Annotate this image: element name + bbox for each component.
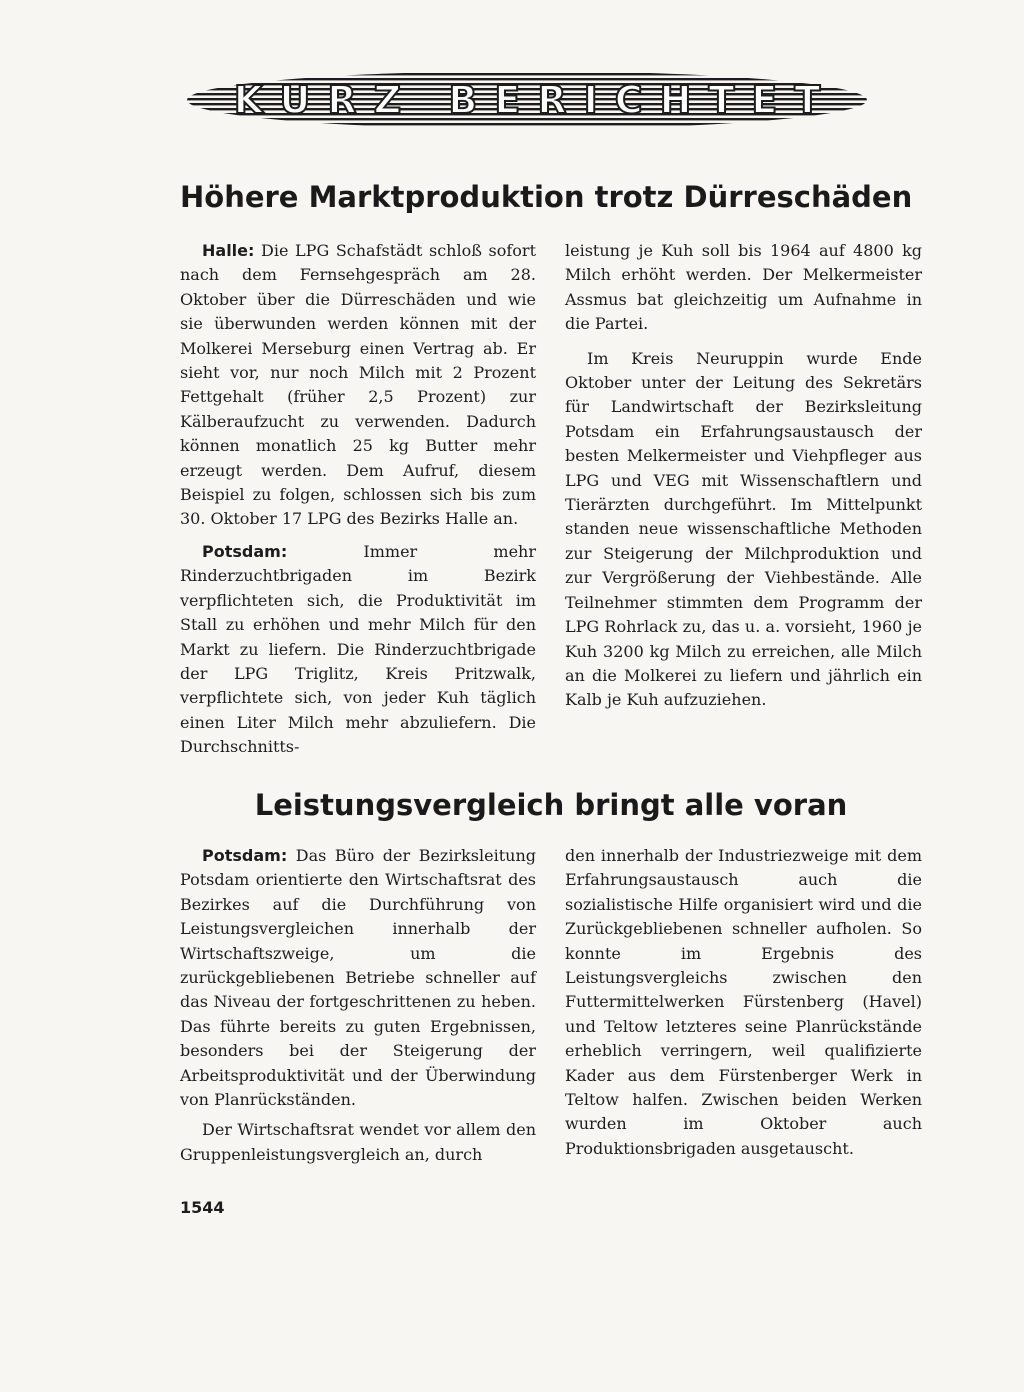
- article-1-paragraph-neuruppin: Im Kreis Neuruppin wurde Ende Oktober unter der Leitung des Sekretärs für Landwirtschaft der Bezirksleitung Potsdam ein Erfahrungsaustausch der besten Melkermeister und Viehpfleger aus LPG und VEG mit Wissenschaftlern und Tierärzten durchgeführt. Im Mittelpunkt standen neue wissenschaftliche Methoden zur Steigerung der Milchproduktion und zur Vergrößerung der Viehbestände. Alle Teilnehmer stimmten dem Programm der LPG Rohrlack zu, das u. a. vorsieht, 1960 je Kuh 3200 kg Milch zu erreichen, alle Milch an die Molkerei zu liefern und jährlich ein Kalb je Kuh aufzuziehen.: [565, 348, 922, 710]
- paragraph-text: Das Büro der Bezirksleitung Potsdam orientierte den Wirtschaftsrat des Bezirkes auf die Durchführung von Leistungsvergleichen innerhalb der Wirtschaftszweige, um die zurückgebliebenen Betriebe schneller auf das Niveau der fortgeschrittenen zu heben. Das führte bereits zu guten Ergebnissen, besonders bei der Steigerung der Arbeitsproduktivität und der Überwindung von Planrückständen.: [180, 846, 536, 1110]
- article-1-paragraph-continued: leistung je Kuh soll bis 1964 auf 4800 kg Milch erhöht werden. Der Melkermeister Assmus bat gleichzeitig um Aufnahme in die Partei.: [565, 241, 922, 334]
- article-1-paragraph-potsdam: [180, 540, 536, 760]
- section-banner: [186, 70, 868, 130]
- article-2-left-column: [180, 844, 536, 1167]
- place-label: Potsdam:: [202, 846, 288, 865]
- place-label: Halle:: [202, 241, 255, 260]
- paragraph-text: Die LPG Schafstädt schloß sofort nach dem Fernsehgespräch am 28. Oktober über die Dürreschäden und wie sie überwunden werden können mit der Molkerei Merseburg einen Vertrag ab. Er sieht vor, nur noch Milch mit 2 Prozent Fettgehalt (früher 2,5 Prozent) zur Kälberaufzucht zu verwenden. Dadurch können monatlich 25 kg Butter mehr erzeugt werden. Dem Aufruf, diesem Beispiel zu folgen, schlossen sich bis zum 30. Oktober 17 LPG des Bezirks Halle an.: [180, 241, 536, 529]
- place-label: Potsdam:: [202, 541, 288, 561]
- article-title-1: Höhere Marktproduktion trotz Dürreschäden: [180, 180, 913, 214]
- article-2-paragraph-continued: den innerhalb der Industriezweige mit dem Erfahrungsaustausch auch die sozialistische Hilfe organisiert wird und die Zurückgebliebenen schneller aufholen. So konnte im Ergebnis des Leistungsvergleichs zwischen den Futtermittelwerken Fürstenberg (Havel) und Teltow letzteres seine Planrückstände erheblich verringern, weil qualifizierte Kader aus dem Fürstenberger Werk in Teltow halfen. Zwischen beiden Werken wurden im Oktober auch Produktionsbrigaden ausgetauscht.: [565, 846, 922, 1158]
- banner-title: KURZ BERICHTET: [233, 78, 838, 122]
- article-2-paragraph-potsdam: [180, 844, 536, 1112]
- page-number: 1544: [180, 1198, 225, 1217]
- article-1-right-column: [565, 239, 922, 713]
- paragraph-text: Immer mehr Rinderzuchtbrigaden im Bezirk verpflichteten sich, die Produktivität im Stall zu erhöhen und mehr Milch für den Markt zu liefern. Die Rinderzuchtbrigade der LPG Triglitz, Kreis Pritzwalk, verpflichtete sich, von jeder Kuh täglich einen Liter Milch mehr abzuliefern. Die Durchschnitts-: [180, 541, 536, 757]
- article-1-paragraph-halle: [180, 239, 536, 532]
- article-1-left-column: [180, 239, 536, 760]
- article-title-2: Leistungsvergleich bringt alle voran: [254, 788, 848, 822]
- article-2-paragraph-wirtschaftsrat: Der Wirtschaftsrat wendet vor allem den Gruppenleistungsvergleich an, durch: [180, 1120, 536, 1164]
- article-2-right-column: [565, 844, 922, 1161]
